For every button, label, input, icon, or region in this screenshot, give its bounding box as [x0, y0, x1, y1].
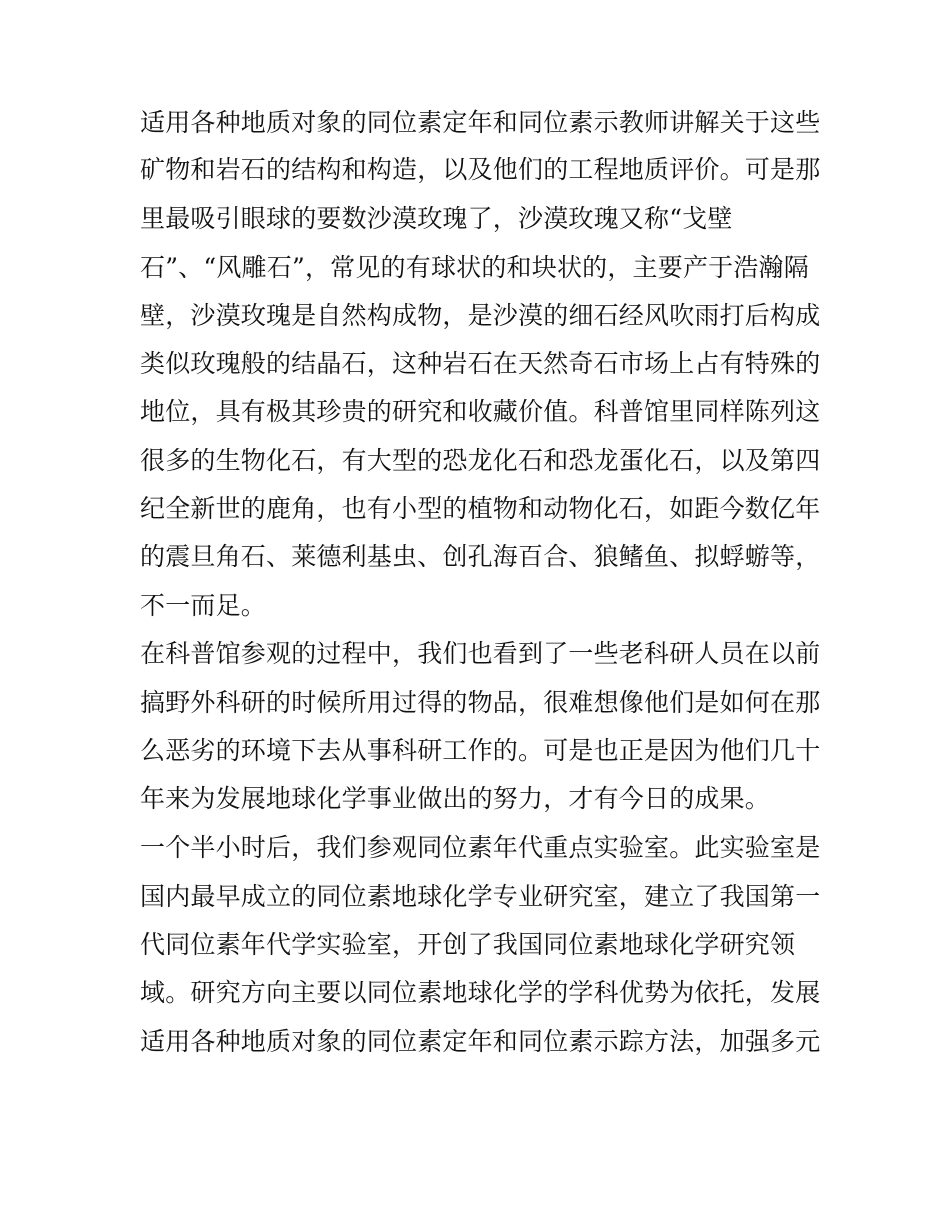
text-line-3: 里最吸引眼球的要数沙漠玫瑰了，沙漠玫瑰又称“戈壁	[140, 204, 733, 233]
text-line-20: 适用各种地质对象的同位素定年和同位素示踪方法，加强多元	[140, 1027, 821, 1056]
text-line-19: 域。研究方向主要以同位素地球化学的学科优势为依托，发展	[140, 978, 821, 1007]
text-line-13: 搞野外科研的时候所用过得的物品，很难想像他们是如何在那	[140, 688, 821, 717]
text-line-9: 纪全新世的鹿角，也有小型的植物和动物化石，如距今数亿年	[140, 494, 821, 523]
text-line-7: 地位，具有极其珍贵的研究和收藏价值。科普馆里同样陈列这	[140, 397, 821, 426]
text-line-5: 壁，沙漠玫瑰是自然构成物，是沙漠的细石经风吹雨打后构成	[140, 301, 821, 330]
text-line-17: 国内最早成立的同位素地球化学专业研究室，建立了我国第一	[140, 882, 821, 911]
text-line-8: 很多的生物化石，有大型的恐龙化石和恐龙蛋化石，以及第四	[140, 446, 821, 475]
text-line-11: 不一而足。	[140, 591, 267, 620]
text-line-6: 类似玫瑰般的结晶石，这种岩石在天然奇石市场上占有特殊的	[140, 349, 821, 378]
text-line-14: 么恶劣的环境下去从事科研工作的。可是也正是因为他们几十	[140, 736, 821, 765]
text-line-10: 的震旦角石、莱德利基虫、创孔海百合、狼鳍鱼、拟蜉蝣等，	[140, 542, 821, 571]
text-line-2: 矿物和岩石的结构和构造，以及他们的工程地质评价。可是那	[140, 155, 821, 184]
text-line-15: 年来为发展地球化学事业做出的努力，才有今日的成果。	[140, 784, 771, 813]
text-line-4: 石”、“风雕石”，常见的有球状的和块状的，主要产于浩瀚隔	[140, 253, 809, 282]
text-line-18: 代同位素年代学实验室，开创了我国同位素地球化学研究领	[140, 930, 796, 959]
text-line-12: 在科普馆参观的过程中，我们也看到了一些老科研人员在以前	[140, 639, 821, 668]
text-line-16: 一个半小时后，我们参观同位素年代重点实验室。此实验室是	[140, 833, 821, 862]
text-line-1: 适用各种地质对象的同位素定年和同位素示教师讲解关于这些	[140, 108, 821, 137]
